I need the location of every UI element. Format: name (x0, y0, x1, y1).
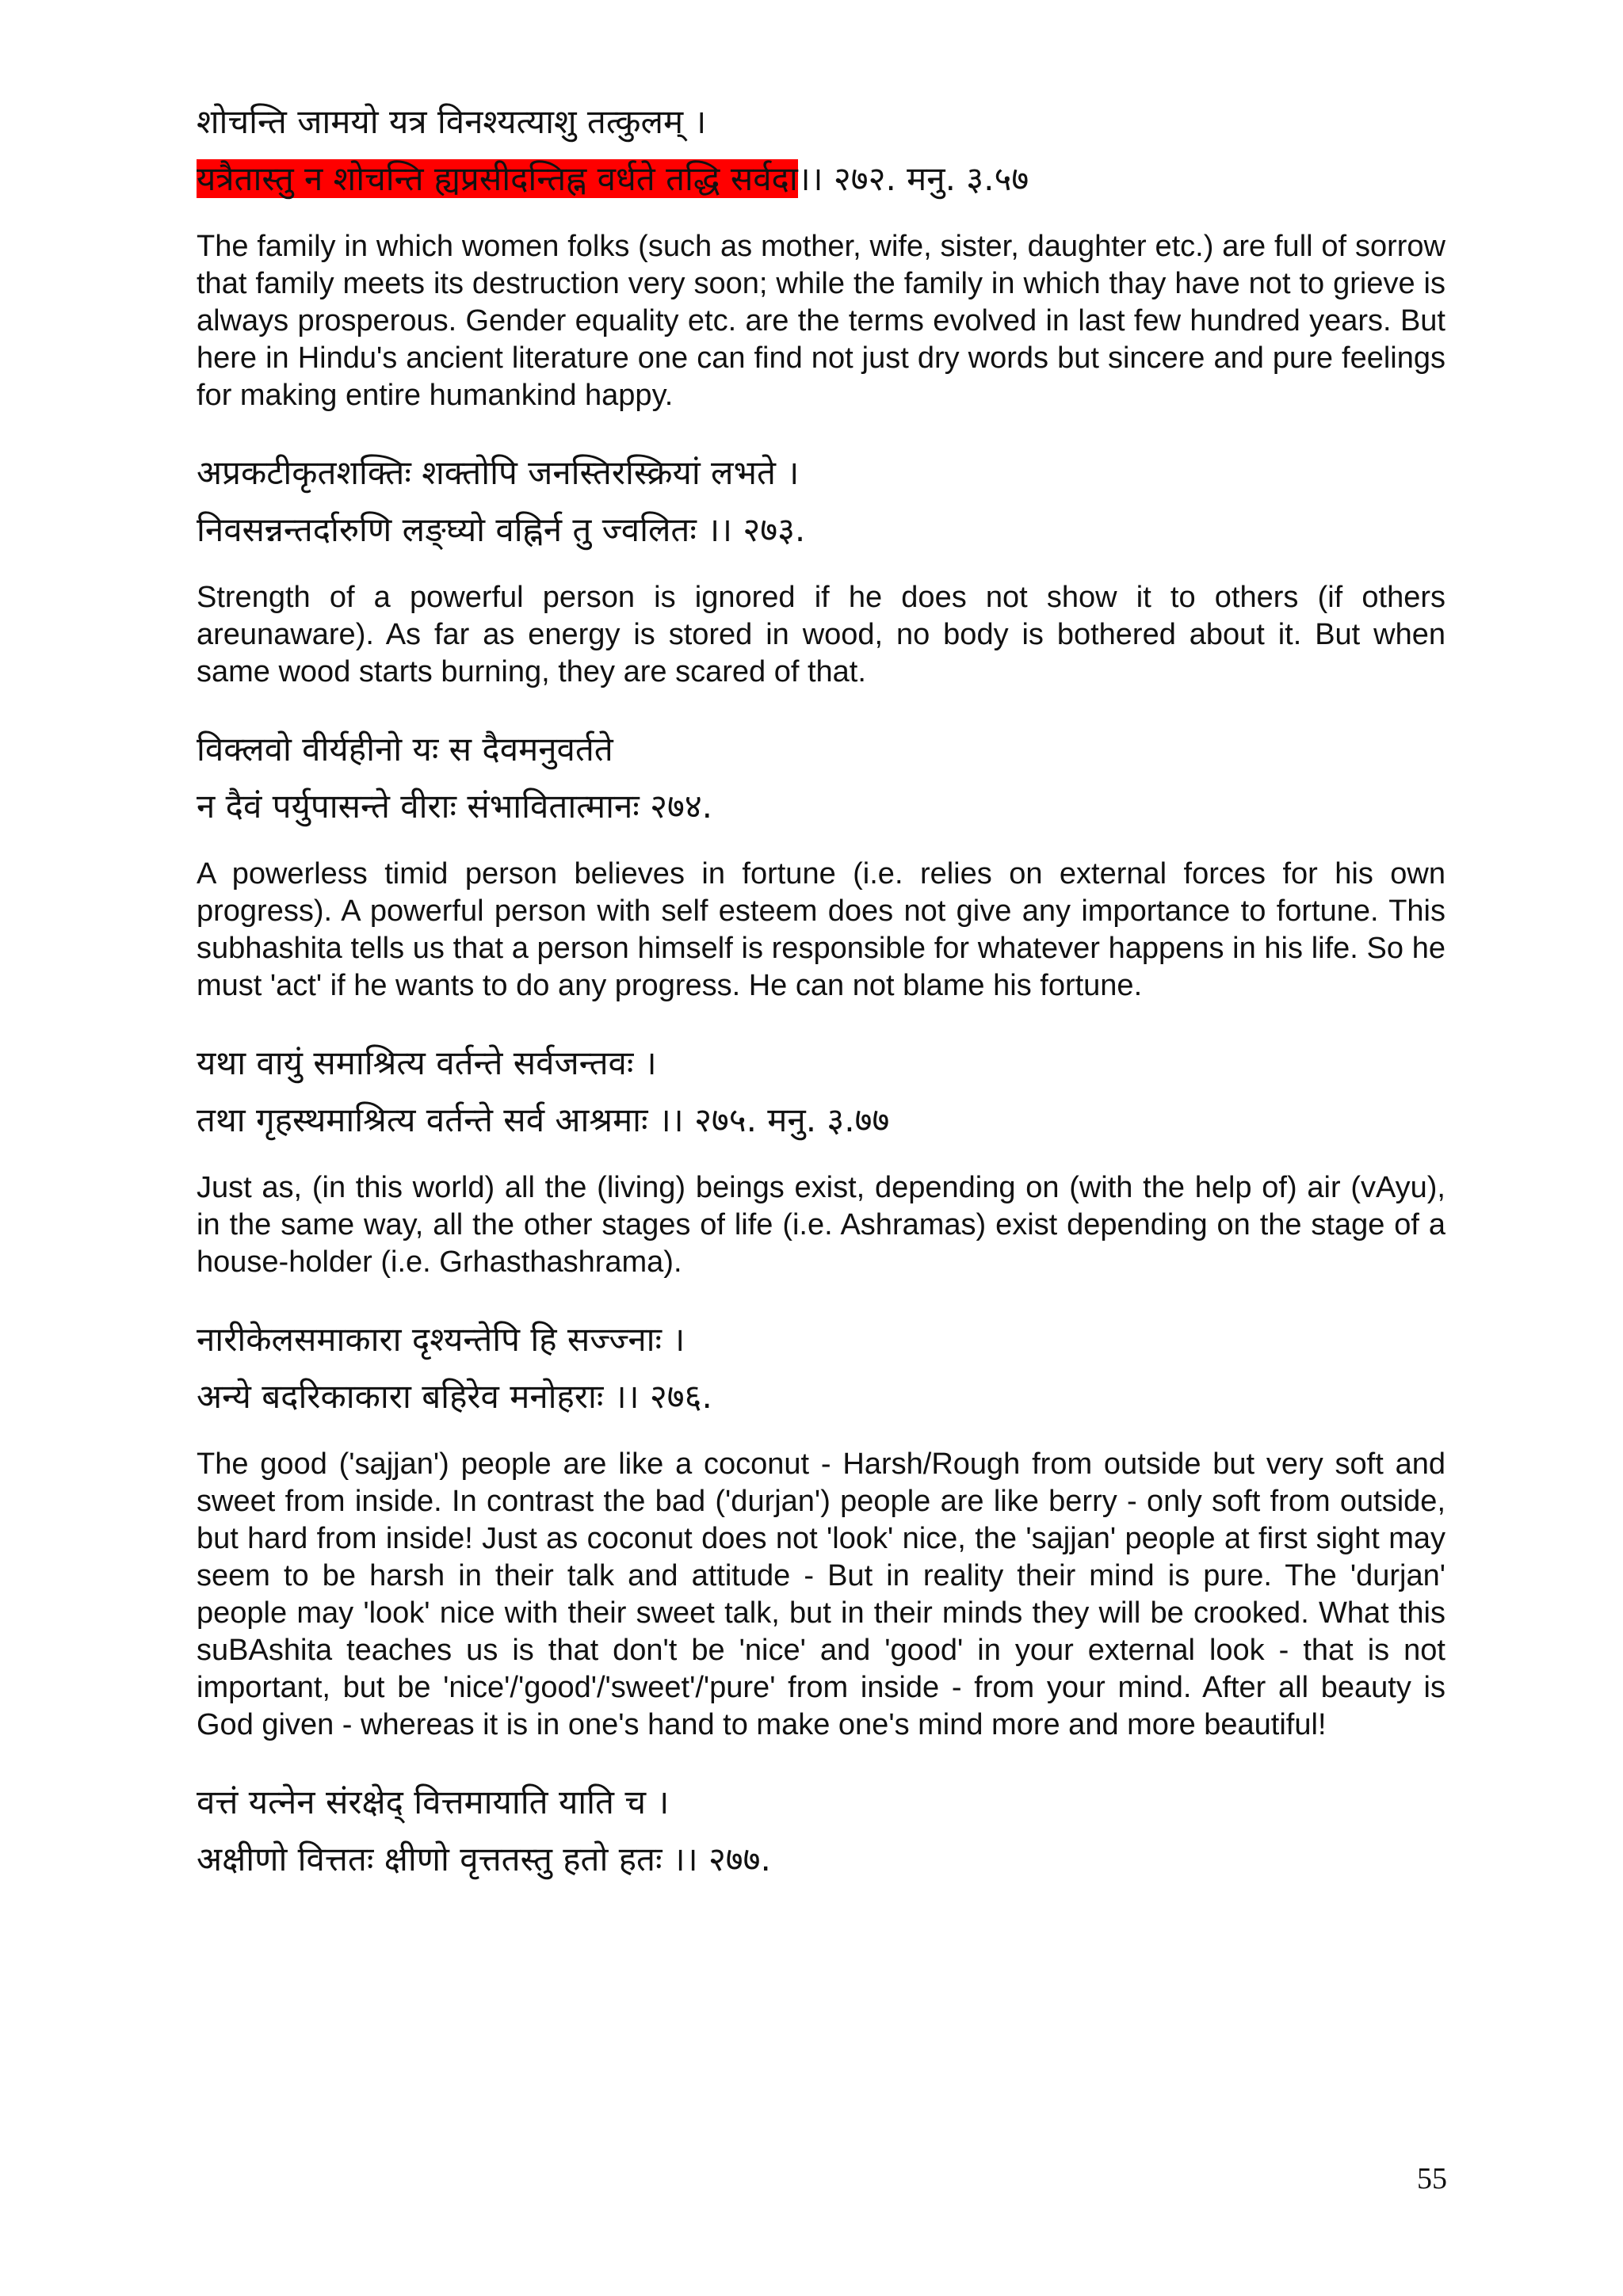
verse-line: वत्तं यत्नेन संरक्षेद् वित्तमायाति याति च । (197, 1783, 670, 1821)
explanation-paragraph: Just as, (in this world) all the (living) beings exist, depending on (with the help of) air (vAyu), in the same way, all the other stages of life (i.e. Ashramas) exist depending on the stage of a house-holder (i.e. Grhasthashrama). (197, 1171, 1445, 1279)
verse-line (197, 151, 1445, 208)
document-page (197, 93, 1445, 1909)
verse-line: तथा गृहस्थमाश्रित्य वर्तन्ते सर्व आश्रमाः ।। २७५. मनु. ३.७७ (197, 1100, 890, 1139)
verse-line: यथा वायुं समाश्रित्य वर्तन्ते सर्वजन्तवः । (197, 1043, 657, 1082)
verse-line: अन्ये बदरिकाकारा बहिरेव मनोहराः ।। २७६. (197, 1377, 712, 1416)
verse-line: न दैवं पर्युपासन्ते वीराः संभावितात्मानः २७४. (197, 787, 713, 826)
verse-277 (197, 1774, 1445, 1888)
explanation-paragraph: Strength of a powerful person is ignored if he does not show it to others (if others areunaware). As far as energy is stored in wood, no body is bothered about it. But when same wood starts burning, they are scared of that. (197, 581, 1445, 688)
verse-line: अक्षीणो वित्ततः क्षीणो वृत्ततस्तु हतो हतः ।। २७७. (197, 1840, 771, 1878)
explanation-paragraph: The good ('sajjan') people are like a coconut - Harsh/Rough from outside but very soft and sweet from inside. In contrast the bad ('durjan') people are like berry - only soft from outside, but hard from inside! Just as coconut does not 'look' nice, the 'sajjan' people at first sight may seem to be harsh in their talk and attitude - But in reality their mind is pure. The 'durjan' people may 'look' nice with their sweet talk, but in their minds they will be crooked. What this suBAshita teaches us is that don't be 'nice' and 'good' in your external look - that is not important, but be 'nice'/'good'/'sweet'/'pure' from inside - from your mind. After all beauty is God given - whereas it is in one's hand to make one's mind more and more beautiful! (197, 1447, 1445, 1741)
verse-272 (197, 93, 1445, 208)
explanation-paragraph: The family in which women folks (such as mother, wife, sister, daughter etc.) are full of sorrow that family meets its destruction very soon; while the family in which thay have not to grieve is always prosperous. Gender equality etc. are the terms evolved in last few hundred years. But here in Hindu's ancient literature one can find not just dry words but sincere and pure feelings for making entire humankind happy. (197, 230, 1445, 412)
verse-276 (197, 1311, 1445, 1425)
verse-line: विक्लवो वीर्यहीनो यः स दैवमनुवर्तते (197, 730, 613, 769)
verse-275 (197, 1035, 1445, 1149)
explanation-paragraph: A powerless timid person believes in fortune (i.e. relies on external forces for his own progress). A powerful person with self esteem does not give any importance to fortune. This subhashita tells us that a person himself is responsible for whatever happens in his life. So he must 'act' if he wants to do any progress. He can not blame his fortune. (197, 857, 1445, 1002)
highlighted-text: यत्रैतास्तु न शोचन्ति ह्यप्रसीदन्तिह्न वर्धते तद्धि सर्वदा (197, 159, 798, 198)
verse-274 (197, 721, 1445, 835)
verse-line: शोचन्ति जामयो यत्र विनश्यत्याशु तत्कुलम् । (197, 102, 707, 141)
verse-line: निवसन्नन्तर्दारुणि लङ्घ्यो वह्निर्न तु ज्वलितः ।। २७३. (197, 510, 806, 549)
verse-line: नारीकेलसमाकारा दृश्यन्तेपि हि सज्ज्नाः । (197, 1320, 685, 1359)
verse-line: अप्रकटीकृतशक्तिः शक्तोपि जनस्तिरस्क्रियां लभते । (197, 453, 800, 492)
verse-273 (197, 444, 1445, 559)
verse-reference: ।। २७२. मनु. ३.५७ (797, 159, 1029, 198)
page-number: 55 (1417, 2162, 1447, 2195)
